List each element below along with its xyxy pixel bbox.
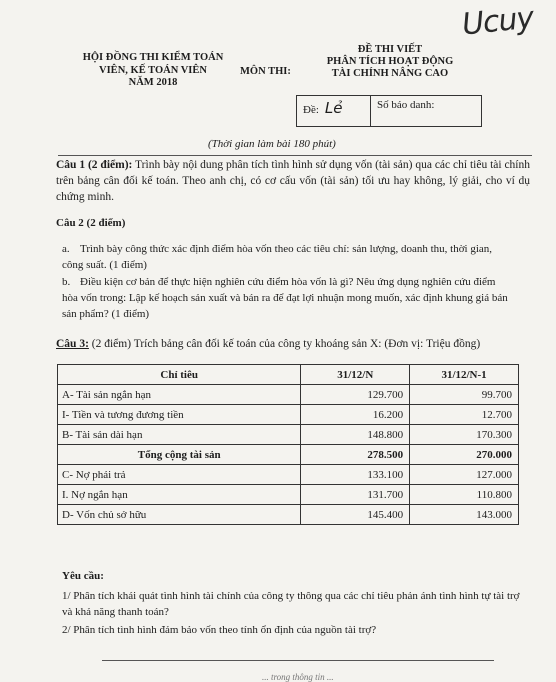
value-n1: 270.000 [410,445,519,465]
requirement-item: 1/ Phân tích khái quát tình hình tài chính của công ty thông qua các chỉ tiêu phản ánh tình hình tự tài trợ và khả năng thanh toán? [62,590,520,618]
question-1-text: Trình bày nội dung phân tích tình hình sử dụng vốn (tài sản) qua các chỉ tiêu tài chính trên bảng cân đối kế toán. Theo anh chị, có cơ cấu vốn (tài sản) tối ưu hay không, lý giải, cho ví dụ chứng minh. [56,159,531,203]
value-n1: 99.700 [410,385,519,405]
table-row-total [58,445,519,465]
column-header: Chỉ tiêu [58,365,301,385]
value-n: 148.800 [301,425,410,445]
value-n: 16.200 [301,405,410,425]
table-row [58,385,519,405]
row-name: I. Nợ ngắn hạn [58,485,301,505]
value-n1: 12.700 [410,405,519,425]
exam-title-line: TÀI CHÍNH NÂNG CAO [331,68,449,79]
question-1 [56,157,530,205]
question-2-label: Câu 2 (2 điểm) [56,217,126,229]
question-2-item-a [62,241,512,273]
organization-header [72,52,234,90]
value-n1: 143.000 [410,505,519,525]
org-line: VIÊN, KẾ TOÁN VIÊN [99,64,207,76]
requirement-item: 2/ Phân tích tình hình đảm bảo vốn theo tính ổn định của nguồn tài trợ? [62,624,377,636]
time-note: (Thời gian làm bài 180 phút) [208,138,336,150]
exam-code-label: Đề: [303,104,319,116]
requirements-label: Yêu cầu: [62,570,104,582]
value-n1: 127.000 [410,465,519,485]
exam-title-line: PHÂN TÍCH HOẠT ĐỘNG [326,56,454,67]
row-name: D- Vốn chủ sở hữu [58,505,301,525]
table-row [58,505,519,525]
item-label: b. [62,276,71,288]
candidate-number-cell [371,96,434,126]
row-name: A- Tài sản ngắn hạn [58,385,301,405]
exam-title-line: ĐỀ THI VIẾT [357,44,423,55]
value-n: 129.700 [301,385,410,405]
table-header-row [58,365,519,385]
row-name: Tổng cộng tài sản [58,445,301,465]
value-n1: 110.800 [410,485,519,505]
question-1-label: Câu 1 (2 điểm): [56,159,133,171]
question-3 [56,336,530,352]
mon-thi-label: MÔN THI: [240,66,291,77]
value-n: 278.500 [301,445,410,465]
divider [102,660,494,661]
item-text: Điều kiện cơ bản để thực hiện nghiên cứu điểm hòa vốn là gì? Nêu ứng dụng nghiên cứu điểm hòa vốn trong: Lập kế hoạch sản xuất và bán ra để đạt lợi nhuận mong muốn, xác định khung giá bán sản phẩm? (1 điểm) [62,276,508,320]
table-row [58,425,519,445]
candidate-number-label: Số báo danh: [377,99,435,111]
value-n: 133.100 [301,465,410,485]
table-row [58,465,519,485]
value-n: 145.400 [301,505,410,525]
value-n1: 170.300 [410,425,519,445]
exam-code-box [296,95,482,127]
table-row [58,485,519,505]
divider [58,155,532,156]
footer-fragment: ... trong thông tin ... [262,672,334,682]
balance-sheet-table [57,364,519,525]
exam-code-value: Lẻ [324,99,343,117]
item-label: a. [62,243,70,255]
question-3-text: (2 điểm) Trích bảng cân đối kế toán của công ty khoáng sản X: (Đơn vị: Triệu đồng) [88,338,481,350]
exam-title [300,44,480,80]
question-2-item-b [62,274,512,322]
question-3-label: Câu 3: [56,338,89,350]
exam-code-cell [297,96,371,126]
org-line: NĂM 2018 [128,77,178,88]
column-header: 31/12/N-1 [410,365,519,385]
row-name: B- Tài sản dài hạn [58,425,301,445]
value-n: 131.700 [301,485,410,505]
handwritten-signature: Ucuy [460,0,535,43]
row-name: I- Tiền và tương đương tiền [58,405,301,425]
table-row [58,405,519,425]
org-line: HỘI ĐỒNG THI KIỂM TOÁN [82,52,224,63]
column-header: 31/12/N [301,365,410,385]
item-text: Trình bày công thức xác định điểm hòa vốn theo các tiêu chí: sản lượng, doanh thu, thời gian, công suất. (1 điểm) [62,243,493,271]
row-name: C- Nợ phải trả [58,465,301,485]
